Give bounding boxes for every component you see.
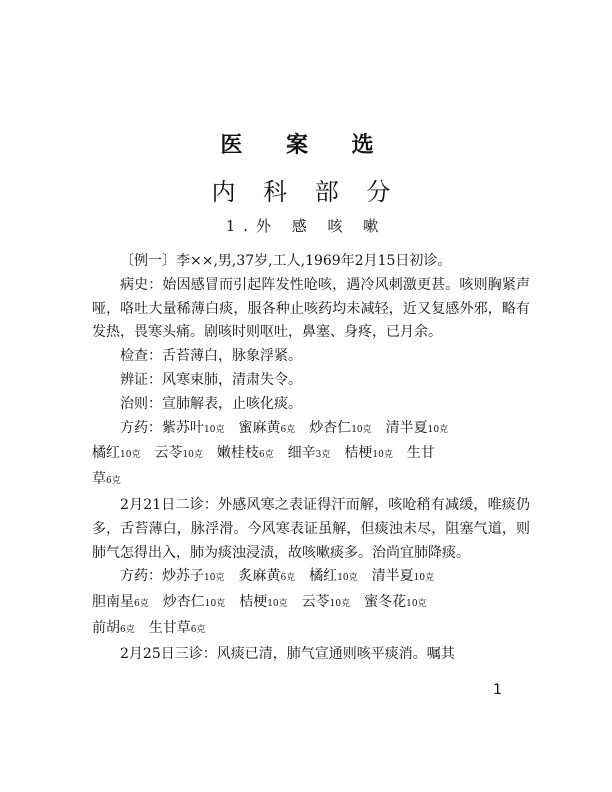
herb-name: 橘红 <box>309 568 338 585</box>
herb-item <box>309 417 371 443</box>
herb-dose: 6克 <box>280 424 296 435</box>
herb-item <box>217 442 274 468</box>
herb-dose: 6克 <box>280 573 296 584</box>
case-body <box>92 250 530 667</box>
herb-item <box>92 442 140 468</box>
treatment-paragraph: 治则：宣肺解表，止咳化痰。 <box>120 395 302 412</box>
herb-dose: 10克 <box>427 424 449 435</box>
herb-dose: 6克 <box>120 624 135 635</box>
herb-name: 桔梗 <box>344 445 373 462</box>
prescription-line <box>92 591 530 617</box>
second-visit-paragraph: 2月21日二诊：外感风寒之表证得汗而解，咳呛稍有减缓，唯痰仍多，舌苔薄白，脉浮滑。今风寒表证虽解，但痰浊未尽，阻塞气道，则肺气怎得出入，肺为痰浊浸渍，故咳嗽痰多。治尚宜肺降痰。 <box>92 496 530 561</box>
prescription-line <box>92 617 530 643</box>
herb-dose: 6克 <box>258 450 274 461</box>
herb-item <box>309 565 357 591</box>
herb-item <box>288 442 331 468</box>
herb-item <box>344 442 392 468</box>
section-title: 1.外 感 咳 嗽 <box>225 217 387 235</box>
herb-dose: 10克 <box>372 450 393 461</box>
herb-dose: 10克 <box>120 450 141 461</box>
prescription-line <box>92 417 530 443</box>
herb-name: 细辛 <box>287 445 316 462</box>
herb-dose: 3克 <box>315 450 331 461</box>
herb-name: 生甘 <box>406 445 435 462</box>
part-title: 内 科 部 分 <box>211 178 401 206</box>
herb-item <box>162 565 224 591</box>
herb-name: 炒苏子 <box>162 568 204 585</box>
prescription-label: 方药： <box>120 568 162 585</box>
herb-dose: 10克 <box>204 573 225 584</box>
herb-dose: 10克 <box>413 573 435 584</box>
herb-name: 云苓 <box>301 594 330 611</box>
herb-name: 蜜冬花 <box>364 594 407 611</box>
herb-item <box>364 591 426 617</box>
herb-name: 草 <box>92 471 106 488</box>
prescription-2 <box>92 565 530 642</box>
herb-name: 胆南星 <box>92 594 134 611</box>
herb-item <box>162 417 224 443</box>
prescription-line <box>92 468 530 494</box>
herb-name: 蜜麻黄 <box>238 419 281 436</box>
herb-dose: 10克 <box>204 424 225 435</box>
prescription-line <box>92 442 530 468</box>
herb-dose: 10克 <box>182 450 203 461</box>
prescription-label: 方药： <box>120 419 162 436</box>
herb-name: 云苓 <box>154 445 183 462</box>
herb-name: 清半夏 <box>371 568 414 585</box>
herb-item <box>163 591 225 617</box>
herb-item <box>92 617 135 643</box>
herb-name: 橘红 <box>92 445 120 462</box>
herb-item <box>154 442 202 468</box>
herb-dose: 10克 <box>204 599 226 610</box>
herb-name: 清半夏 <box>385 419 428 436</box>
herb-name: 桔梗 <box>239 594 268 611</box>
herb-item <box>92 591 149 617</box>
herb-name: 前胡 <box>92 619 120 636</box>
herb-dose: 6克 <box>106 476 121 487</box>
page-number: 1 <box>493 682 502 698</box>
herb-name: 炒杏仁 <box>162 594 205 611</box>
herb-name: 炒杏仁 <box>309 419 352 436</box>
herb-item <box>407 442 435 466</box>
herb-item <box>238 417 295 443</box>
page-title: 医 案 选 <box>220 133 392 158</box>
herb-item <box>92 468 121 494</box>
prescription-line <box>92 565 530 591</box>
herb-dose: 10克 <box>337 573 358 584</box>
diagnosis-paragraph: 辨证：风寒束肺，清肃失令。 <box>120 371 302 388</box>
herb-item <box>149 617 206 643</box>
herb-dose: 10克 <box>329 599 351 610</box>
herb-name: 嫩桂枝 <box>216 445 259 462</box>
herb-dose: 10克 <box>406 599 427 610</box>
history-paragraph: 病史：始因感冒而引起阵发性呛咳，遇冷风刺激更甚。咳则胸紧声哑，咯吐大量稀薄白痰，服各种止咳药均未减轻，近又复感外邪，略有发热，畏寒头痛。剧咳时则呕吐，鼻塞、身疼，已月余。 <box>92 276 530 341</box>
herb-dose: 6克 <box>190 624 206 635</box>
herb-dose: 10克 <box>267 599 288 610</box>
herb-item <box>386 417 448 443</box>
exam-paragraph: 检查：舌苔薄白，脉象浮紧。 <box>120 348 302 365</box>
herb-name: 炙麻黄 <box>238 568 281 585</box>
herb-dose: 6克 <box>134 599 149 610</box>
herb-item <box>302 591 350 617</box>
herb-name: 生甘草 <box>148 619 191 636</box>
case-intro: 〔例一〕李××,男,37岁,工人,1969年2月15日初诊。 <box>120 253 452 269</box>
third-visit-paragraph: 2月25日三诊：风痰已清，肺气宣通则咳平痰消。嘱其 <box>120 645 455 662</box>
herb-item <box>372 565 434 591</box>
herb-name: 紫苏叶 <box>162 419 204 436</box>
herb-item <box>239 591 287 617</box>
herb-dose: 10克 <box>351 424 372 435</box>
herb-item <box>238 565 295 591</box>
prescription-1 <box>92 417 530 494</box>
